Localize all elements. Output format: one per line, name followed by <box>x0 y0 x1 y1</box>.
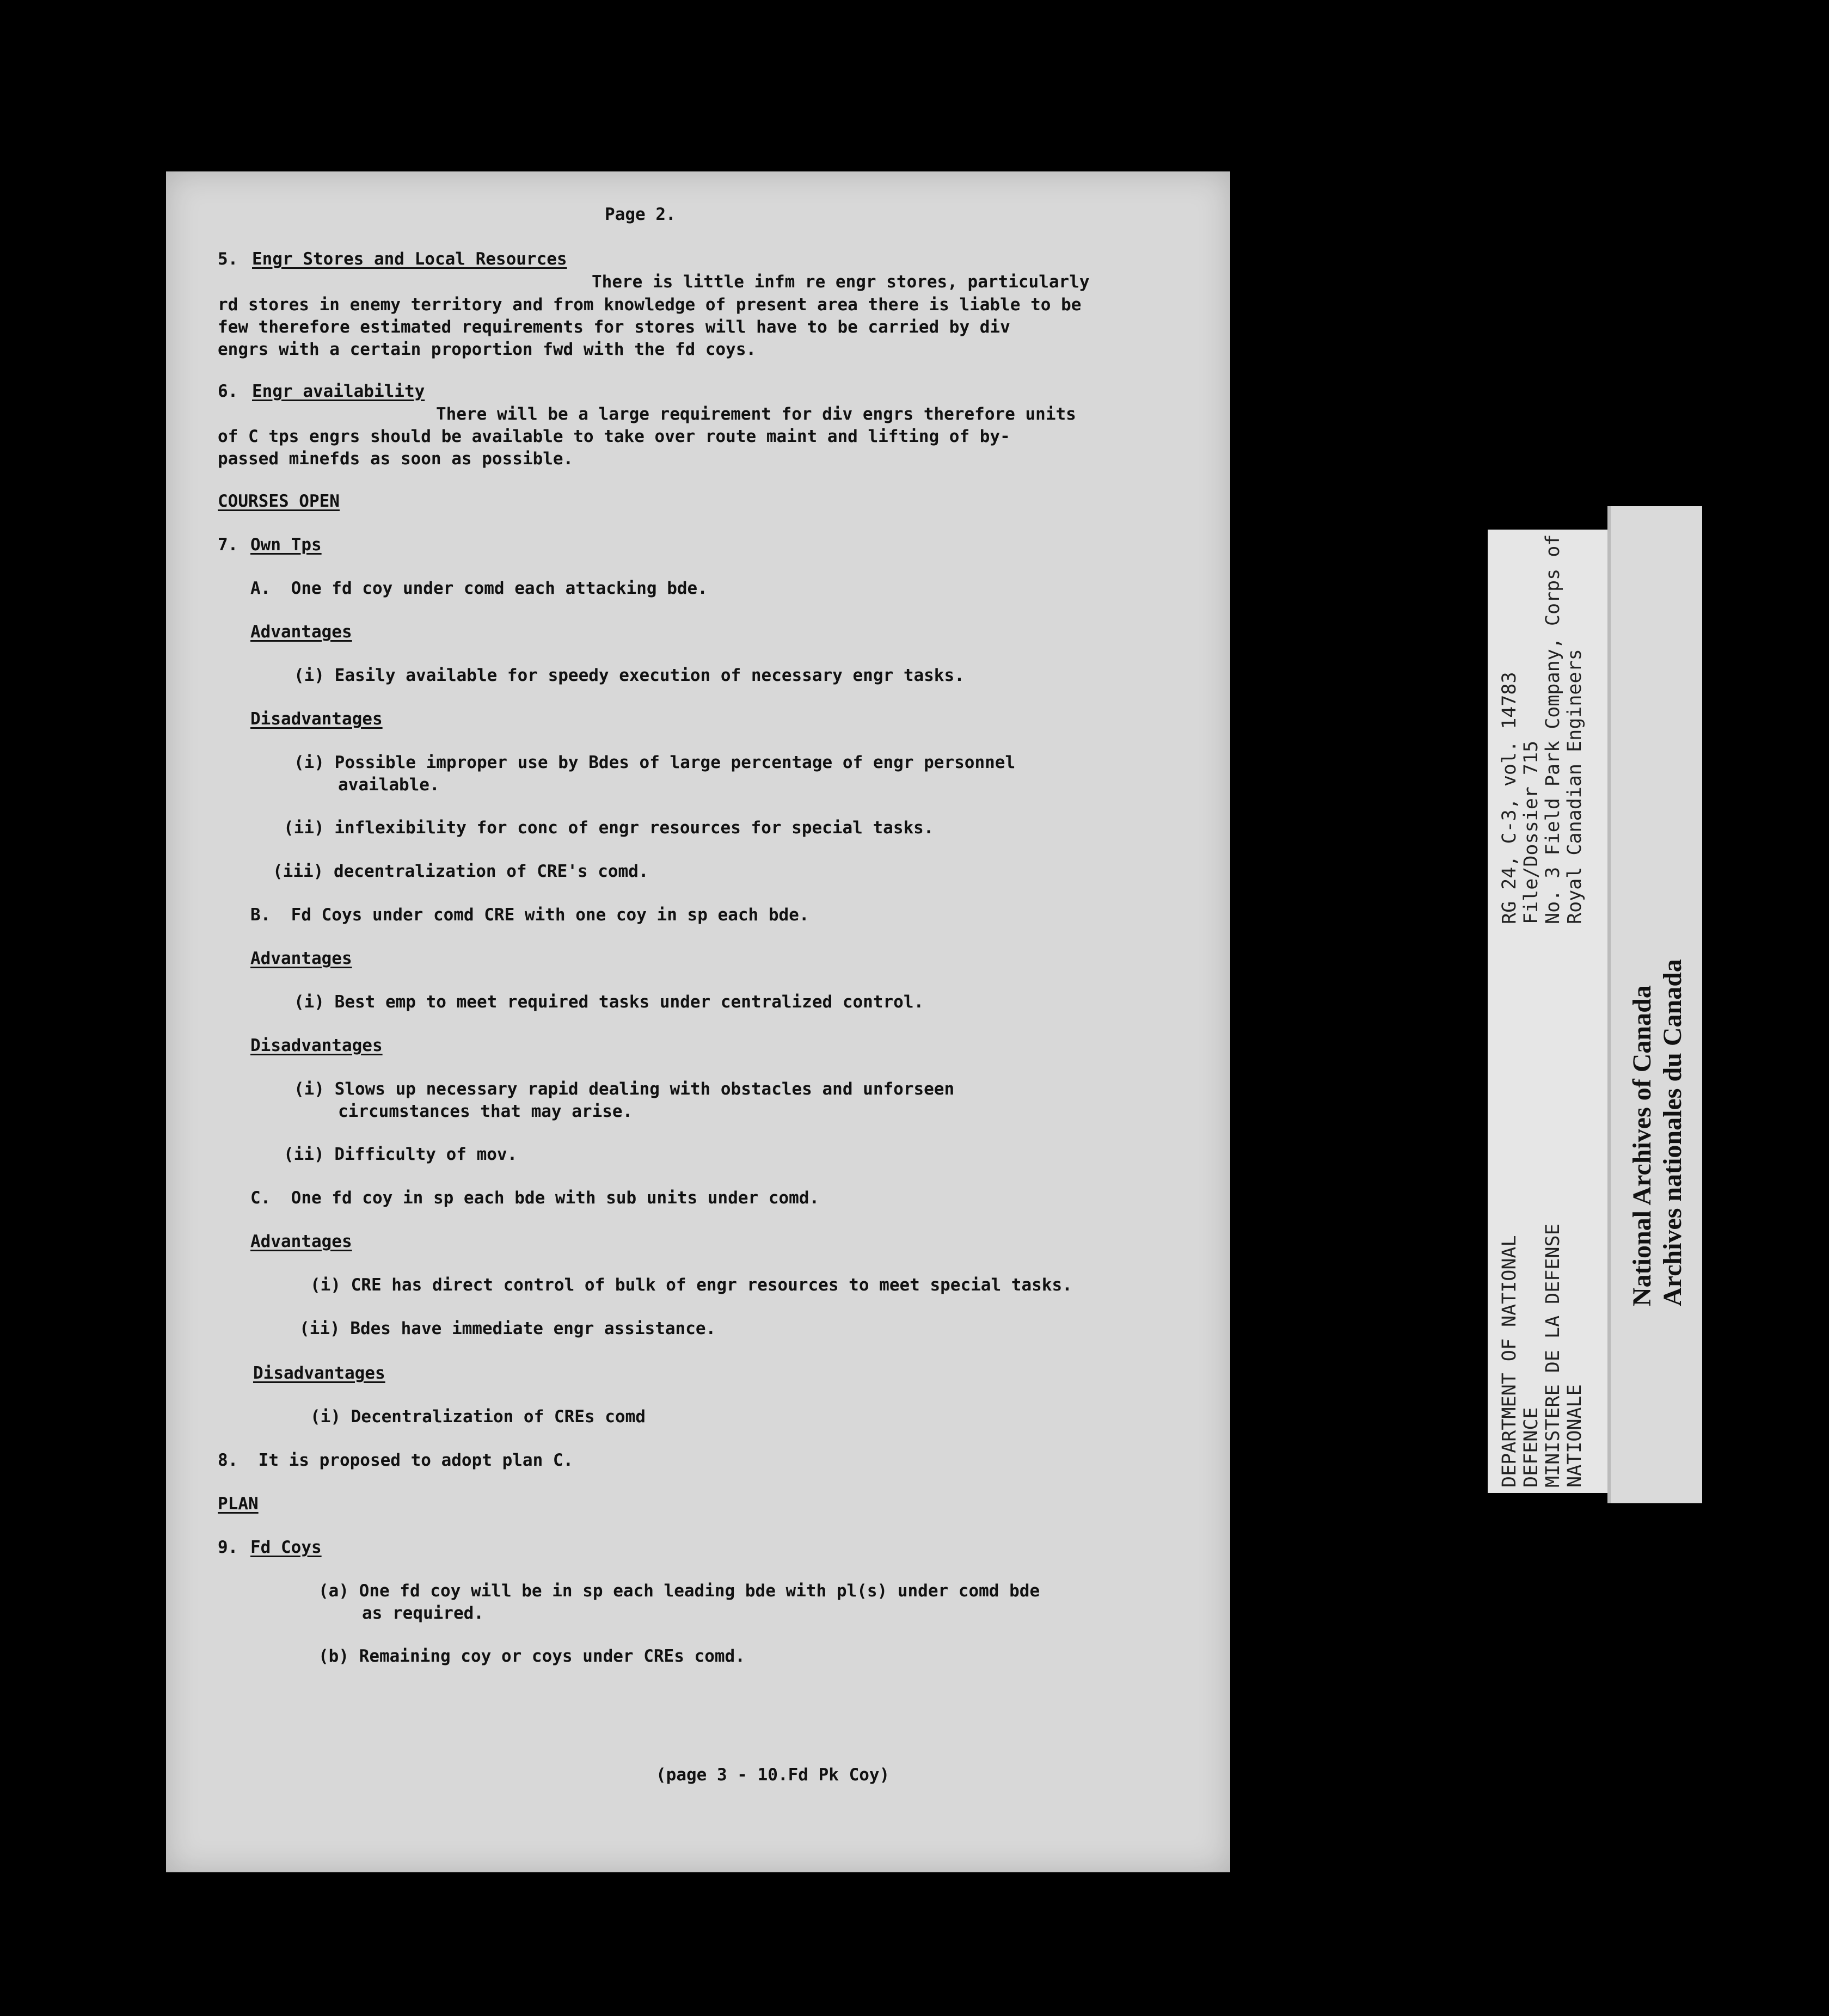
document-text <box>166 171 1230 1872</box>
course-c: C. One fd coy in sp each bde with sub units under comd. <box>250 1188 820 1208</box>
list-item: available. <box>338 775 440 795</box>
section-7-number: 7. <box>218 535 238 555</box>
reference-label-text <box>1499 534 1586 1488</box>
page-footer: (page 3 - 10.Fd Pk Coy) <box>656 1765 890 1785</box>
courses-open-heading: COURSES OPEN <box>218 491 340 511</box>
section-9-number: 9. <box>218 1538 238 1557</box>
advantages-heading: Advantages <box>250 622 352 642</box>
section-5-line: There is little infm re engr stores, particularly <box>592 272 1090 292</box>
list-item: (i) Decentralization of CREs comd <box>310 1407 646 1427</box>
list-item: (i) CRE has direct control of bulk of engr resources to meet special tasks. <box>310 1275 1072 1295</box>
section-9-heading: Fd Coys <box>250 1538 322 1557</box>
reference-line: File/Dossier 715 <box>1520 740 1542 924</box>
reference-block <box>1499 534 1586 924</box>
list-item: (ii) inflexibility for conc of engr resources for special tasks. <box>284 818 934 838</box>
disadvantages-heading: Disadvantages <box>253 1363 385 1383</box>
section-6-number: 6. <box>218 382 238 401</box>
department-line: DEPARTMENT OF NATIONAL <box>1499 1235 1520 1488</box>
disadvantages-heading: Disadvantages <box>250 709 383 729</box>
list-item: (i) Easily available for speedy execution of necessary engr tasks. <box>294 666 965 685</box>
section-7-heading: Own Tps <box>250 535 322 555</box>
reference-line: No. 3 Field Park Company, Corps of <box>1542 534 1564 924</box>
section-8: 8. It is proposed to adopt plan C. <box>218 1450 574 1470</box>
page-header: Page 2. <box>605 205 676 224</box>
section-5-line: rd stores in enemy territory and from knowledge of present area there is liable to be <box>218 295 1082 315</box>
list-item: (ii) Difficulty of mov. <box>284 1145 518 1164</box>
list-item: (iii) decentralization of CRE's comd. <box>273 862 649 881</box>
section-6-line: passed minefds as soon as possible. <box>218 449 574 469</box>
list-item: (a) One fd coy will be in sp each leading bde with pl(s) under comd bde <box>318 1581 1040 1601</box>
list-item: (ii) Bdes have immediate engr assistance. <box>299 1319 716 1338</box>
department-line: DEFENCE <box>1520 1407 1542 1488</box>
list-item: (i) Slows up necessary rapid dealing with obstacles and unforseen <box>294 1079 955 1099</box>
list-item: as required. <box>362 1603 484 1623</box>
list-item: circumstances that may arise. <box>338 1102 633 1121</box>
reference-label-card <box>1488 530 1613 1493</box>
department-line: NATIONALE <box>1564 1384 1586 1488</box>
section-6-line: of C tps engrs should be available to take over route maint and lifting of by- <box>218 427 1010 446</box>
archives-label <box>1607 506 1702 1503</box>
archives-name-fr: Archives nationales du Canada <box>1658 959 1687 1306</box>
section-5-heading: Engr Stores and Local Resources <box>252 249 567 269</box>
advantages-heading: Advantages <box>250 1232 352 1251</box>
department-line: MINISTERE DE LA DEFENSE <box>1542 1224 1564 1488</box>
archives-name-en: National Archives of Canada <box>1628 985 1656 1306</box>
course-b: B. Fd Coys under comd CRE with one coy in sp each bde. <box>250 905 809 925</box>
list-item: (i) Possible improper use by Bdes of large percentage of engr personnel <box>294 753 1016 772</box>
reference-line: Royal Canadian Engineers <box>1564 649 1586 924</box>
section-6-line: There will be a large requirement for div engrs therefore units <box>436 404 1076 424</box>
list-item: (b) Remaining coy or coys under CREs comd. <box>318 1646 745 1666</box>
course-a: A. One fd coy under comd each attacking bde. <box>250 579 708 598</box>
reference-line: RG 24, C-3, vol. 14783 <box>1499 672 1520 924</box>
section-5-line: engrs with a certain proportion fwd with the fd coys. <box>218 340 757 359</box>
section-5-number: 5. <box>218 249 238 269</box>
disadvantages-heading: Disadvantages <box>250 1036 383 1055</box>
section-5-line: few therefore estimated requirements for stores will have to be carried by div <box>218 317 1010 337</box>
list-item: (i) Best emp to meet required tasks under centralized control. <box>294 992 924 1012</box>
section-6-heading: Engr availability <box>252 382 425 401</box>
plan-heading: PLAN <box>218 1494 259 1514</box>
advantages-heading: Advantages <box>250 949 352 968</box>
archives-label-text <box>1627 599 1688 1306</box>
document-page <box>166 171 1230 1872</box>
